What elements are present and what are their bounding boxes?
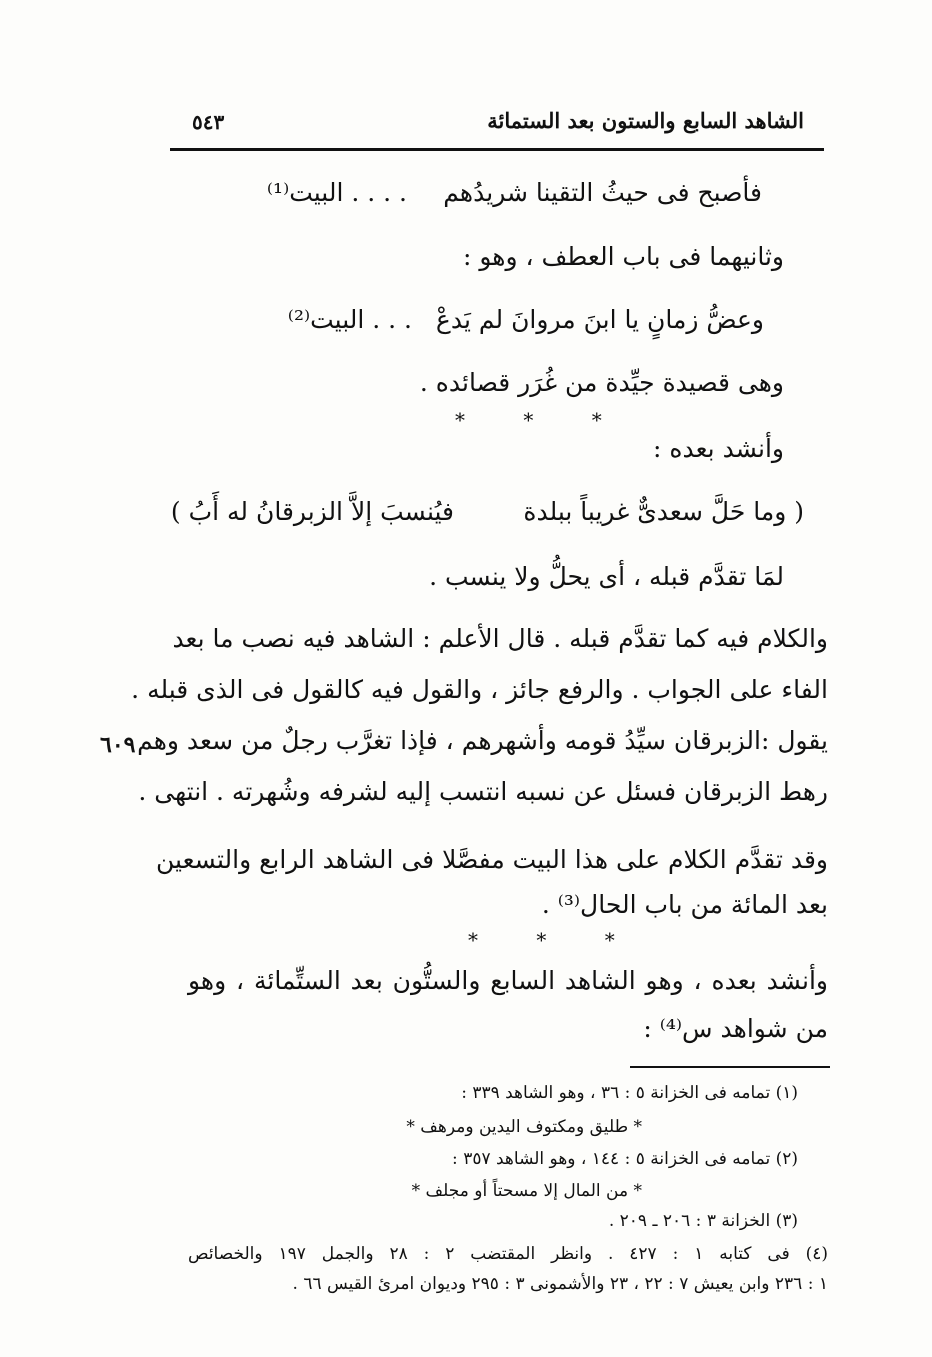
verse1-second-hemistich: . . . . البيت⁽¹⁾ <box>266 178 407 207</box>
section-separator-stars: * * * <box>455 408 628 432</box>
paragraph-line: والكلام فيه كما تقدَّم قبله . قال الأعلم : الشاهد فيه نصب ما بعد <box>172 624 828 653</box>
paragraph-line: وأنشد بعده ، وهو الشاهد السابع والستُّون بعد الستِّمائة ، وهو <box>188 966 828 995</box>
section-separator-stars: * * * <box>468 928 641 952</box>
footnote-2-verse: * من المال إلا مسحتاً أو مجلف * <box>411 1181 642 1201</box>
footnote-1: (١) تمامه فى الخزانة ٥ : ٣٦ ، وهو الشاهد ٣٣٩ : <box>461 1083 798 1103</box>
footnote-2: (٢) تمامه فى الخزانة ٥ : ١٤٤ ، وهو الشاهد ٣٥٧ : <box>452 1149 798 1169</box>
text-line: وهى قصيدة جيِّدة من غُرَر قصائده . <box>419 368 784 397</box>
header-rule <box>170 148 824 151</box>
page-number: ٥٤٣ <box>192 110 225 134</box>
text-line: وثانيهما فى باب العطف ، وهو : <box>463 242 784 271</box>
paragraph-line: رهط الزبرقان فسئل عن نسبه انتسب إليه لشرفه وشُهرته . انتهى . <box>138 777 828 806</box>
running-header-title: الشاهد السابع والستون بعد الستمائة <box>487 108 804 133</box>
footnote-4: (٤) فى كتابه ١ : ٤٢٧ . وانظر المقتضب ٢ : ٢٨ والجمل ١٩٧ والخصائص <box>188 1244 829 1264</box>
verse2-second-hemistich: . . . البيت⁽²⁾ <box>287 305 412 334</box>
paragraph-line: وقد تقدَّم الكلام على هذا البيت مفصَّلا فى الشاهد الرابع والتسعين <box>156 845 828 874</box>
paragraph-line: الفاء على الجواب . والرفع جائز ، والقول فيه كالقول فى الذى قبله . <box>131 675 828 704</box>
footnote-4-continued: ١ : ٢٣٦ وابن يعيش ٧ : ٢٢ ، ٢٣ والأشمونى ٣ : ٢٩٥ وديوان امرئ القيس ٦٦ . <box>292 1274 828 1294</box>
paragraph-line: بعد المائة من باب الحال⁽³⁾ . <box>541 890 828 919</box>
text-line: وأنشد بعده : <box>653 434 784 463</box>
margin-page-number: ٦٠٩ <box>100 732 136 758</box>
verse3-second-hemistich: فيُنسبَ إلاَّ الزبرقانُ له أَبُ ) <box>170 497 454 526</box>
verse1-first-hemistich: فأصبح فى حيثُ التقينا شريدُهم <box>443 178 762 207</box>
footnote-1-verse: * طليق ومكتوف اليدين ومرهف * <box>406 1117 642 1137</box>
paragraph-line: يقول :الزبرقان سيِّدُ قومه وأشهرهم ، فإذا تغرَّب رجلٌ من سعد وهم <box>137 726 828 755</box>
footnote-rule <box>630 1066 830 1068</box>
verse3-first-hemistich: ( وما حَلَّ سعدىٌّ غريباً ببلدة <box>523 497 804 526</box>
footnote-3: (٣) الخزانة ٣ : ٢٠٦ ـ ٢٠٩ . <box>608 1211 798 1231</box>
verse2-first-hemistich: وعضُّ زمانٍ يا ابنَ مروانَ لم يَدعْ <box>435 305 764 334</box>
text-line: لمَا تقدَّم قبله ، أى يحلُّ ولا ينسب . <box>429 562 784 591</box>
paragraph-line: من شواهد س⁽⁴⁾ : <box>643 1014 828 1043</box>
